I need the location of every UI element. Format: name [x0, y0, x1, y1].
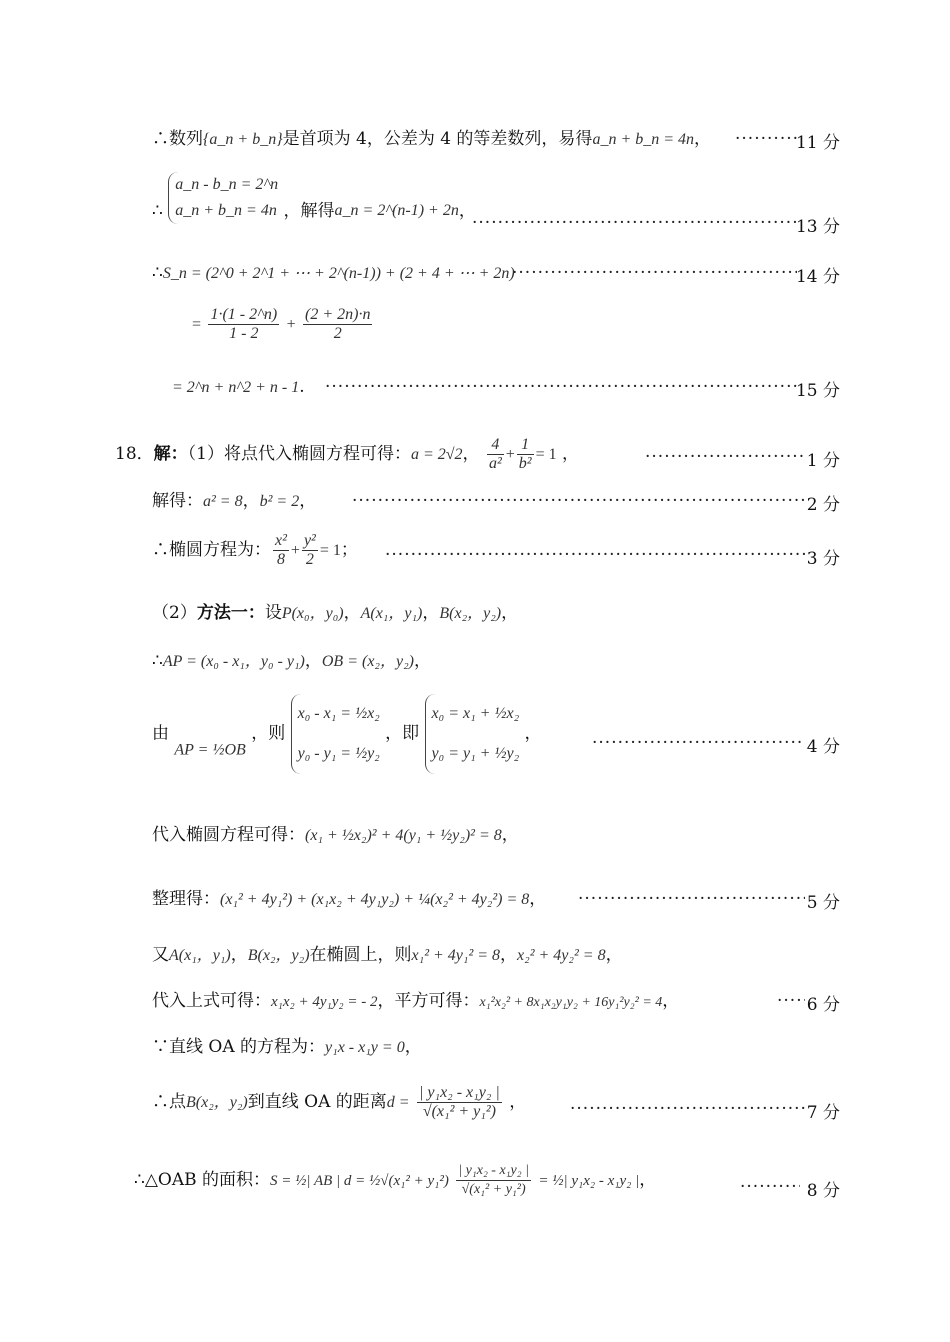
score-label: 15 分 [795, 381, 840, 401]
equation-system: x₀ - x₁ = ½x₂ y₀ - y₁ = ½y₂ [291, 694, 380, 774]
line-square: 代入上式可得：x₁x₂ + 4y₁y₂ = - 2，平方可得：x₁²x₂² + 8x₁x₂y₁y₂ + 16y₁²y₂² = 4， [152, 991, 680, 1011]
line-sum-result: = 2^n + n^2 + n - 1. [172, 377, 305, 397]
math-expr: a_n + b_n = 4n [592, 131, 695, 148]
math-set: {a_n + b_n} [203, 131, 283, 148]
leader-dots [578, 888, 805, 910]
line-ellipse-equation: ∴椭圆方程为： $\frac{\text{x²}}{8}$ + $\frac{\text{y²}}{2}$ = 1； [152, 532, 358, 568]
fraction: $\frac{1\cdot(1 - 2\^{}n)}{1 - 2}$ [210, 306, 278, 342]
leader-dots [740, 1176, 800, 1198]
score-label: 14 分 [795, 267, 840, 287]
fraction: $\frac{\text{| y₁x₂ - x₁y₂ |}}{\text{√(x₁² + y₁²)}}$ [419, 1084, 500, 1120]
leader-dots [352, 490, 805, 512]
score-label: 11 分 [795, 133, 840, 153]
line-system: ∴ a_n - b_n = 2^n a_n + b_n = 4n ，解得a_n = 2^(n-1) + 2n， [152, 172, 476, 224]
line-vectors: ∴AP = (x₀ - x₁，y₀ - y₁)，OB = (x₂，y₂)， [152, 651, 431, 671]
leader-dots [645, 446, 805, 468]
leader-dots [570, 1098, 805, 1120]
question-number: 18． [115, 444, 154, 464]
line-sequence-sum: ∴数列{a_n + b_n}是首项为 4，公差为 4 的等差数列，易得a_n + b_n = 4n， [152, 129, 712, 149]
fraction: $\frac{\text{| y₁x₂ - x₁y₂ |}}{\text{√(x₁² + y₁²)}}$ [458, 1163, 529, 1197]
leader-dots [777, 990, 805, 1012]
score-label: 7 分 [806, 1103, 840, 1123]
line-method-one: （2）方法一：设P(x₀，y₀)，A(x₁，y₁)，B(x₂，y₂)， [152, 603, 519, 623]
line-simplify: 整理得：(x₁² + 4y₁²) + (x₁x₂ + 4y₁y₂) + ¼(x₂² + 4y₂²) = 8， [152, 889, 547, 909]
fraction: $\frac{\text{y²}}{2}$ [303, 532, 316, 568]
line-on-ellipse: 又A(x₁，y₁)，B(x₂，y₂)在椭圆上，则x₁² + 4y₁² = 8，x₂² + 4y₂² = 8， [152, 945, 623, 965]
fraction: $\frac{1}{\text{b²}}$ [518, 436, 532, 472]
leader-dots [735, 128, 797, 150]
line-substitute: 代入椭圆方程可得：(x₁ + ½x₂)² + 4(y₁ + ½y₂)² = 8， [152, 825, 519, 845]
score-label: 2 分 [806, 495, 840, 515]
equation-system: a_n - b_n = 2^n a_n + b_n = 4n [168, 172, 278, 224]
line-sum-fractions: = $\frac{1\cdot(1 - 2\^{}n)}{1 - 2}$ + $\frac{(2 + 2n)\cdot n}{2}$ [192, 306, 371, 342]
score-label: 1 分 [806, 451, 840, 471]
line-vector-relation: 由 AP = ½OB ，则 x₀ - x₁ = ½x₂ y₀ - y₁ = ½y₂ ，即 x₀ = x₁ + ½x₂ y₀ = y₁ + ½y₂ ， [152, 694, 542, 774]
leader-dots [385, 544, 805, 566]
score-label: 6 分 [806, 995, 840, 1015]
fraction: $\frac{(2 + 2n)\cdot n}{2}$ [305, 306, 371, 342]
fraction: $\frac{4}{\text{a²}}$ [488, 436, 502, 472]
leader-dots [325, 376, 797, 398]
line-sum-def: ∴S_n = (2^0 + 2^1 + ⋯ + 2^(n-1)) + (2 + 4 + ⋯ + 2n) [152, 263, 515, 283]
score-label: 8 分 [806, 1181, 840, 1201]
line-solve-ab: 解得：a² = 8，b² = 2， [152, 491, 317, 511]
line-distance: ∴点B(x₂，y₂)到直线 OA 的距离d = $\frac{\text{| y₁x₂ - x₁y₂ |}}{\text{√(x₁² + y₁²)}}$ ， [152, 1084, 527, 1120]
leader-dots [512, 262, 797, 284]
leader-dots [592, 732, 805, 754]
score-label: 13 分 [795, 217, 840, 237]
equation-system: x₀ = x₁ + ½x₂ y₀ = y₁ + ½y₂ [425, 694, 520, 774]
fraction: $\frac{\text{x²}}{8}$ [275, 532, 287, 568]
line-line-oa: ∵直线 OA 的方程为：y₁x - x₁y = 0， [152, 1037, 422, 1057]
score-label: 3 分 [806, 549, 840, 569]
leader-dots [472, 212, 797, 234]
score-label: 4 分 [806, 737, 840, 757]
line-area: ∴△OAB 的面积：S = ½| AB | d = ½√(x₁² + y₁²) $\frac{\text{| y₁x₂ - x₁y₂ |}}{\text{√(x₁² + y₁²)}}$ = ½| y₁x₂ - x₁y₂ |， [134, 1163, 657, 1197]
question-18-header: 18．解：（1）将点代入椭圆方程可得：a = 2√2， $\frac{4}{\text{a²}}$ + $\frac{1}{\text{b²}}$ = 1 ， [115, 436, 580, 472]
score-label: 5 分 [806, 893, 840, 913]
